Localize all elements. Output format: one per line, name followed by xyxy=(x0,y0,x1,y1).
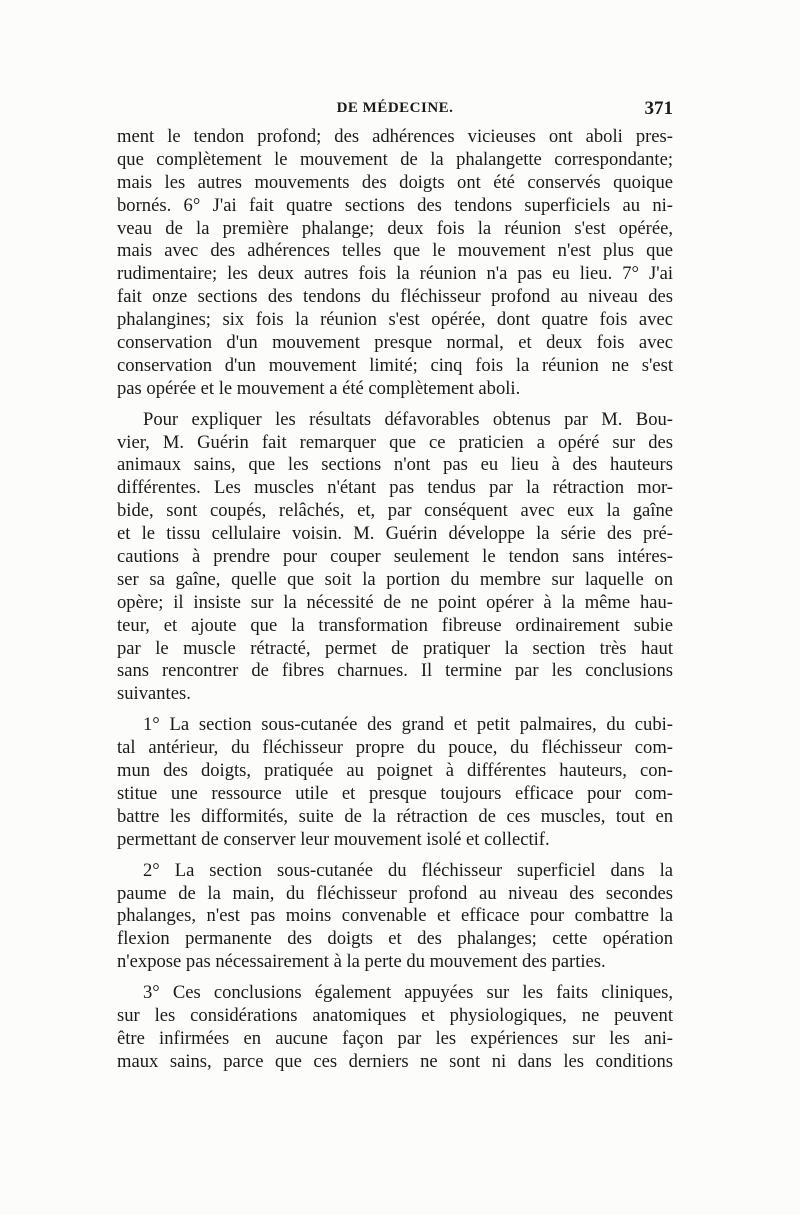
text-line: pas opérée et le mouvement a été complètement aboli. xyxy=(117,377,521,399)
text-line: phalanges, n'est pas moins convenable et efficace pour combattre la xyxy=(117,905,673,927)
text-line: ser sa gaîne, quelle que soit la portion du membre sur laquelle on xyxy=(117,568,673,590)
running-head-title: DE MÉDECINE. xyxy=(336,100,454,116)
body-text xyxy=(117,126,673,1074)
paragraph-1 xyxy=(117,126,673,401)
paragraph-2 xyxy=(117,409,673,707)
text-line: cautions à prendre pour couper seulement le tendon sans intéres- xyxy=(117,546,673,568)
text-line: sans rencontrer de fibres charnues. Il termine par les conclusions xyxy=(117,660,673,682)
paragraph-3 xyxy=(117,714,673,851)
text-line: 1° La section sous-cutanée des grand et petit palmaires, du cubi- xyxy=(143,714,673,736)
paragraph-4 xyxy=(117,860,673,974)
text-line: suivantes. xyxy=(117,683,191,705)
text-line: et le tissu cellulaire voisin. M. Guérin développe la série des pré- xyxy=(117,523,673,545)
text-line: 2° La section sous-cutanée du fléchisseur superficiel dans la xyxy=(143,859,673,881)
text-line: permettant de conserver leur mouvement isolé et collectif. xyxy=(117,828,550,850)
text-line: que complètement le mouvement de la phalangette correspondante; xyxy=(117,148,673,170)
text-line: rudimentaire; les deux autres fois la réunion n'a pas eu lieu. 7° J'ai xyxy=(117,263,673,285)
text-line: Pour expliquer les résultats défavorables obtenus par M. Bou- xyxy=(143,408,673,430)
text-line: vier, M. Guérin fait remarquer que ce praticien a opéré sur des xyxy=(117,431,673,453)
text-line: opère; il insiste sur la nécessité de ne point opérer à la même hau- xyxy=(117,591,673,613)
text-line: phalangines; six fois la réunion s'est opérée, dont quatre fois avec xyxy=(117,309,673,331)
text-line: paume de la main, du fléchisseur profond au niveau des secondes xyxy=(117,882,673,904)
text-line: battre les difformités, suite de la rétraction de ces muscles, tout en xyxy=(117,805,673,827)
text-line: sur les considérations anatomiques et physiologiques, ne peuvent xyxy=(117,1004,673,1026)
text-line: 3° Ces conclusions également appuyées sur les faits cliniques, xyxy=(143,982,673,1004)
text-line: mais les autres mouvements des doigts ont été conservés quoique xyxy=(117,171,673,193)
text-line: flexion permanente des doigts et des phalanges; cette opération xyxy=(117,928,673,950)
text-line: bide, sont coupés, relâchés, et, par conséquent avec eux la gaîne xyxy=(117,500,673,522)
text-line: veau de la première phalange; deux fois la réunion s'est opérée, xyxy=(117,217,673,239)
text-line: maux sains, parce que ces derniers ne sont ni dans les conditions xyxy=(117,1050,673,1072)
paragraph-5 xyxy=(117,982,673,1074)
text-line: teur, et ajoute que la transformation fibreuse ordinairement subie xyxy=(117,614,673,636)
text-line: par le muscle rétracté, permet de pratiquer la section très haut xyxy=(117,637,673,659)
text-line: être infirmées en aucune façon par les expériences sur les ani- xyxy=(117,1027,673,1049)
text-line: conservation d'un mouvement presque normal, et deux fois avec xyxy=(117,332,673,354)
text-line: conservation d'un mouvement limité; cinq fois la réunion ne s'est xyxy=(117,354,673,376)
running-head xyxy=(117,100,673,124)
text-line: ment le tendon profond; des adhérences vicieuses ont aboli pres- xyxy=(117,126,673,147)
text-line: mun des doigts, pratiquée au poignet à différentes hauteurs, con- xyxy=(117,760,673,782)
text-line: mais avec des adhérences telles que le mouvement n'est plus que xyxy=(117,240,673,262)
text-line: fait onze sections des tendons du fléchisseur profond au niveau des xyxy=(117,286,673,308)
text-line: différentes. Les muscles n'étant pas tendus par la rétraction mor- xyxy=(117,477,673,499)
text-line: animaux sains, que les sections n'ont pas eu lieu à des hauteurs xyxy=(117,454,673,476)
text-line: bornés. 6° J'ai fait quatre sections des tendons superficiels au ni- xyxy=(117,194,673,216)
text-line: tal antérieur, du fléchisseur propre du pouce, du fléchisseur com- xyxy=(117,737,673,759)
page-number: 371 xyxy=(644,98,673,119)
text-line: stitue une ressource utile et presque toujours efficace pour com- xyxy=(117,782,673,804)
text-line: n'expose pas nécessairement à la perte du mouvement des parties. xyxy=(117,951,606,973)
